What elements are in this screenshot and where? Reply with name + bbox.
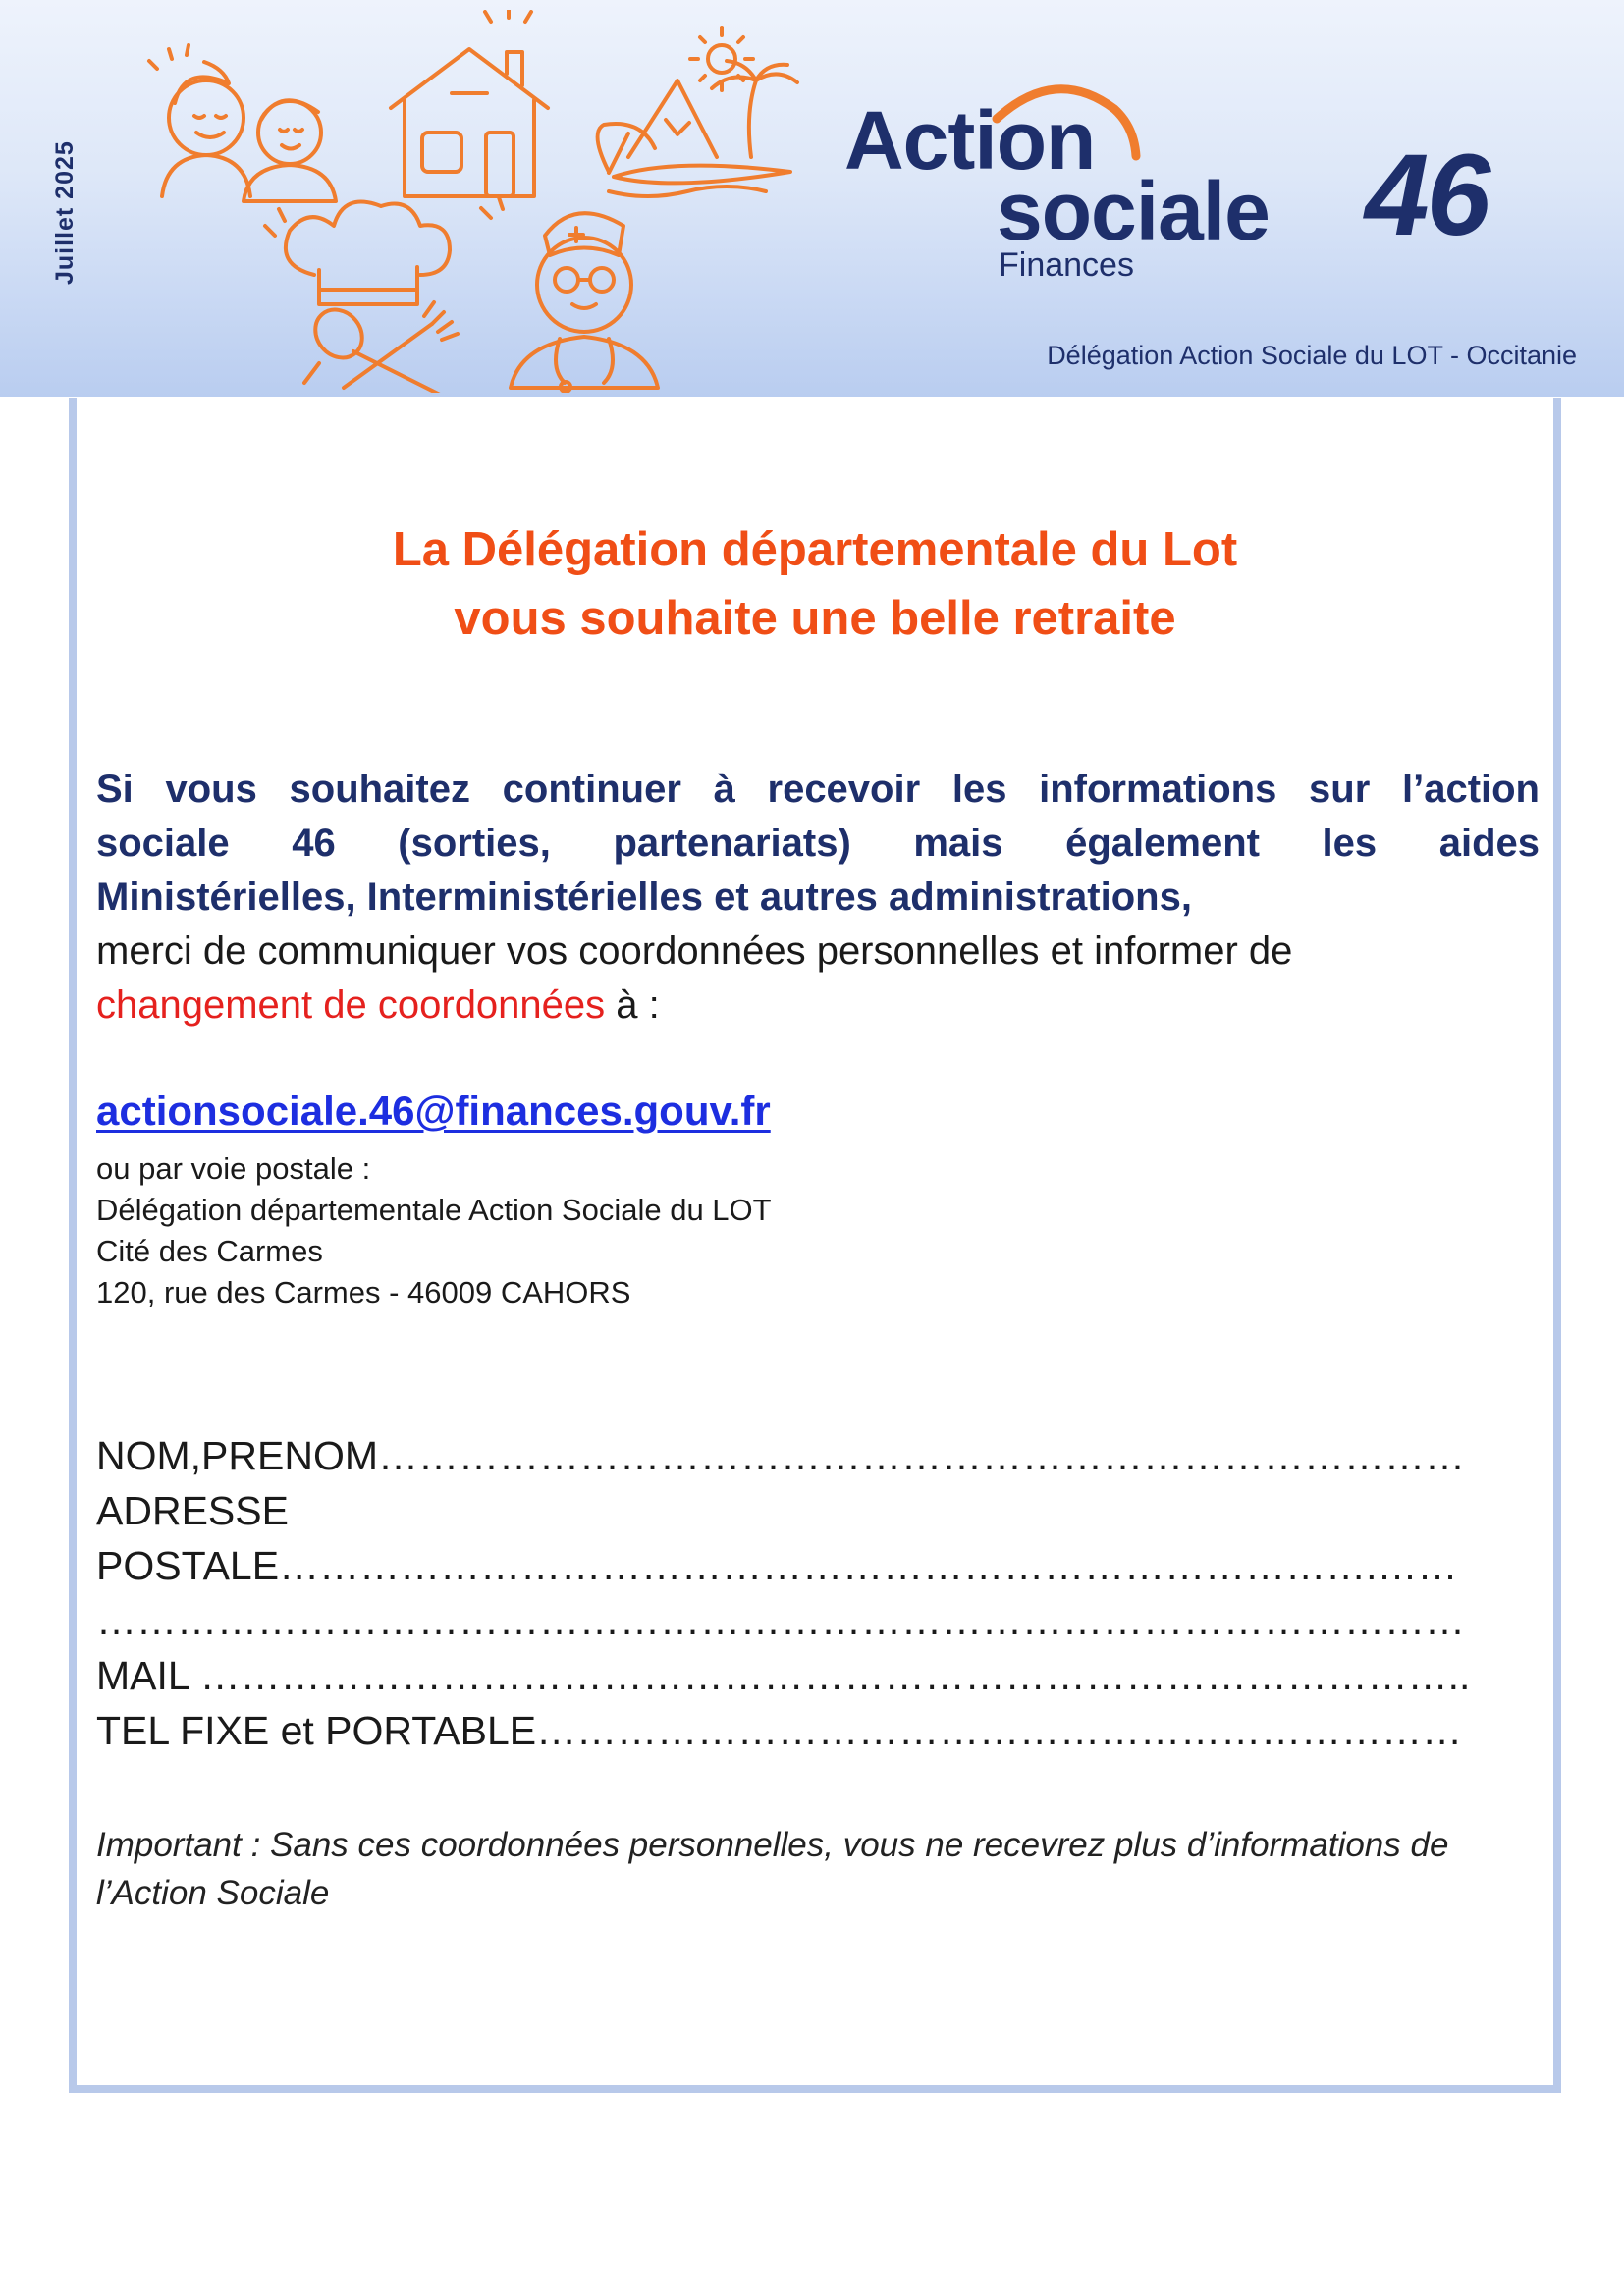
form-row-name[interactable]: NOM,PRENOM……………………………………………………………………… <box>96 1433 1465 1478</box>
date-vertical: Juillet 2025 <box>51 140 79 285</box>
postal-intro: ou par voie postale : <box>96 1151 371 1186</box>
contact-form <box>96 1428 1540 1758</box>
logo-text-action: Action <box>844 94 1096 187</box>
illustration-icons <box>137 10 825 393</box>
house-icon <box>391 10 548 196</box>
island-icon <box>598 27 797 196</box>
form-row-postal-continued[interactable]: ………………………………………………………………………………………… <box>96 1598 1465 1643</box>
intro-bold-line-3: Ministérielles, Interministérielles et autres administrations, <box>96 876 1192 919</box>
cutlery-icon <box>304 300 458 393</box>
intro-line-4: merci de communiquer vos coordonnées personnelles et informer de <box>96 930 1293 973</box>
form-row-phone[interactable]: TEL FIXE et PORTABLE…………………………………………………………… <box>96 1708 1463 1753</box>
form-row-mail[interactable]: MAIL ………………………………………………………………………………….. <box>96 1653 1471 1698</box>
header-banner <box>0 0 1624 397</box>
chef-hat-icon <box>265 202 450 305</box>
intro-bold-line-1: Si vous souhaitez continuer à recevoir les informations sur l’action <box>96 768 1540 811</box>
intro-red-text: changement de coordonnées <box>96 984 606 1027</box>
postal-address <box>96 1148 772 1313</box>
intro-paragraph <box>96 763 1540 1033</box>
title-line-1: La Délégation départementale du Lot <box>392 523 1238 576</box>
logo-text-sociale: sociale <box>997 165 1270 257</box>
important-note: Important : Sans ces coordonnées personnelles, vous ne recevrez plus d’informations de l’Action Sociale <box>96 1826 1449 1912</box>
intro-bold-line-2: sociale 46 (sorties, partenariats) mais également les aides <box>96 822 1540 865</box>
delegation-label: Délégation Action Sociale du LOT - Occitanie <box>1047 341 1577 370</box>
nurse-icon <box>481 197 658 392</box>
form-row-address-label: ADRESSE <box>96 1488 289 1533</box>
postal-line-1: Délégation départementale Action Sociale du LOT <box>96 1193 772 1227</box>
form-row-postal[interactable]: POSTALE……………………………………………………………………….…… <box>96 1543 1458 1588</box>
postal-line-3: 120, rue des Carmes - 46009 CAHORS <box>96 1275 631 1309</box>
intro-after-red: à : <box>605 984 660 1027</box>
page-title <box>69 515 1561 653</box>
title-line-2: vous souhaite une belle retraite <box>454 592 1176 645</box>
postal-line-2: Cité des Carmes <box>96 1234 323 1268</box>
family-icon <box>149 45 336 201</box>
logo-text-finances: Finances <box>999 246 1134 284</box>
action-sociale-logo <box>844 74 1335 299</box>
email-link[interactable]: actionsociale.46@finances.gouv.fr <box>96 1088 771 1134</box>
department-number: 46 <box>1365 131 1489 260</box>
